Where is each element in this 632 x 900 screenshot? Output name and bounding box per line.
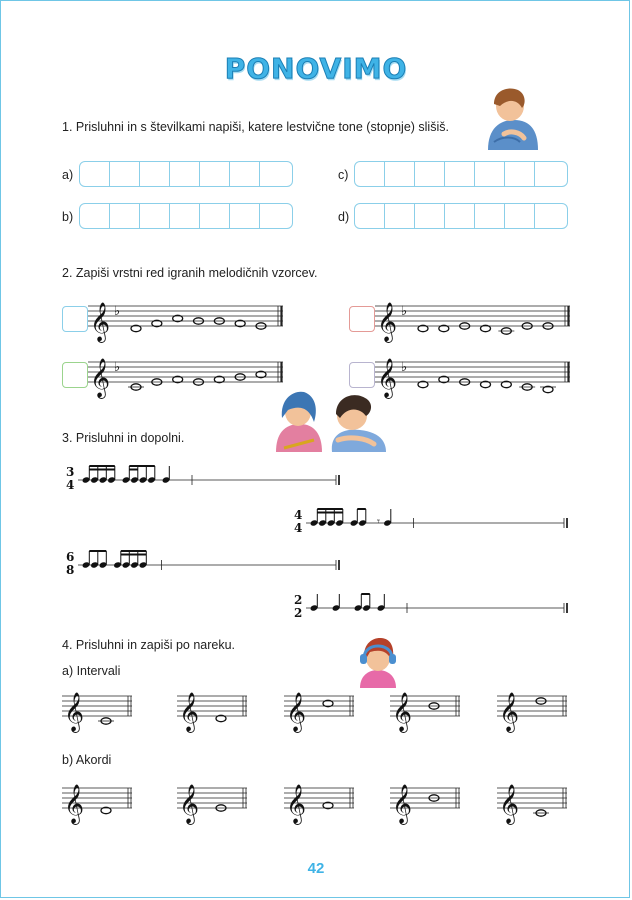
meter-denominator: 8 — [66, 563, 75, 577]
treble-clef-icon: 𝄞 — [499, 692, 520, 732]
answer-cell[interactable] — [445, 162, 475, 186]
chords-label: b) Akordi — [62, 753, 112, 767]
answer-cell[interactable] — [260, 162, 290, 186]
treble-clef-icon: 𝄞 — [179, 692, 200, 732]
answer-cell[interactable] — [505, 162, 535, 186]
answer-cell[interactable] — [170, 204, 200, 228]
chord-staff-2 — [177, 778, 247, 824]
treble-clef-icon: 𝄞 — [392, 784, 413, 824]
meter-numerator: 4 — [294, 508, 303, 522]
chord-staff-1 — [62, 778, 132, 824]
interval-staff-2 — [177, 686, 247, 732]
chord-staff-4 — [390, 778, 460, 824]
page-title: PONOVIMO — [224, 52, 408, 85]
treble-clef-icon: 𝄞 — [377, 358, 398, 398]
answer-cell[interactable] — [200, 162, 230, 186]
meter-numerator: 2 — [294, 593, 303, 607]
melodic-pattern-staff-1 — [88, 296, 283, 342]
task-4-instruction: 4. Prisluhni in zapiši po nareku. — [62, 638, 236, 652]
answer-cell[interactable] — [200, 204, 230, 228]
flat-icon: ♭ — [114, 304, 121, 319]
answer-row-a[interactable] — [79, 161, 293, 187]
answer-cell[interactable] — [110, 204, 140, 228]
task-3-instruction: 3. Prisluhni in dopolni. — [62, 431, 185, 445]
answer-row-c[interactable] — [354, 161, 568, 187]
flat-icon: ♭ — [401, 304, 408, 319]
chord-staff-3 — [284, 778, 354, 824]
meter-denominator: 4 — [294, 521, 303, 535]
answer-cell[interactable] — [110, 162, 140, 186]
answer-cell[interactable] — [355, 204, 385, 228]
children-illustration — [274, 390, 386, 452]
answer-cell[interactable] — [385, 162, 415, 186]
girl-headphones-illustration — [356, 636, 400, 688]
answer-cell[interactable] — [355, 162, 385, 186]
treble-clef-icon: 𝄞 — [392, 692, 413, 732]
row-b-label: b) — [62, 210, 74, 224]
answer-cell[interactable] — [80, 204, 110, 228]
answer-cell[interactable] — [535, 204, 565, 228]
answer-cell[interactable] — [445, 204, 475, 228]
answer-cell[interactable] — [260, 204, 290, 228]
intervals-label: a) Intervali — [62, 664, 121, 678]
pattern-answer-box-3[interactable] — [62, 362, 88, 388]
treble-clef-icon: 𝄞 — [377, 302, 398, 342]
melodic-pattern-staff-4 — [375, 352, 570, 398]
chord-staff-5 — [497, 778, 567, 824]
interval-staff-4 — [390, 686, 460, 732]
interval-staff-1 — [62, 686, 132, 732]
interval-staff-5 — [497, 686, 567, 732]
treble-clef-icon: 𝄞 — [286, 692, 307, 732]
meter-numerator: 6 — [66, 550, 75, 564]
answer-cell[interactable] — [170, 162, 200, 186]
melodic-pattern-staff-2 — [375, 296, 570, 342]
treble-clef-icon: 𝄞 — [64, 692, 85, 732]
answer-cell[interactable] — [415, 162, 445, 186]
rhythm-line-2 — [290, 505, 570, 535]
melodic-pattern-staff-3 — [88, 352, 283, 398]
treble-clef-icon: 𝄞 — [90, 302, 111, 342]
answer-cell[interactable] — [80, 162, 110, 186]
answer-row-d[interactable] — [354, 203, 568, 229]
answer-cell[interactable] — [230, 204, 260, 228]
row-a-label: a) — [62, 168, 74, 182]
answer-cell[interactable] — [140, 162, 170, 186]
flat-icon: ♭ — [114, 360, 121, 375]
treble-clef-icon: 𝄞 — [499, 784, 520, 824]
treble-clef-icon: 𝄞 — [64, 784, 85, 824]
answer-row-b[interactable] — [79, 203, 293, 229]
answer-cell[interactable] — [475, 204, 505, 228]
interval-staff-3 — [284, 686, 354, 732]
eighth-rest-icon: 𝄾 — [377, 515, 380, 528]
pattern-answer-box-2[interactable] — [349, 306, 375, 332]
answer-cell[interactable] — [475, 162, 505, 186]
answer-cell[interactable] — [140, 204, 170, 228]
rhythm-line-4 — [290, 590, 570, 620]
meter-denominator: 4 — [66, 478, 75, 492]
answer-cell[interactable] — [535, 162, 565, 186]
answer-cell[interactable] — [385, 204, 415, 228]
row-c-label: c) — [338, 168, 349, 182]
answer-cell[interactable] — [230, 162, 260, 186]
boy-illustration — [480, 84, 540, 150]
task-2-instruction: 2. Zapiši vrstni red igranih melodičnih vzorcev. — [62, 266, 318, 280]
treble-clef-icon: 𝄞 — [179, 784, 200, 824]
meter-denominator: 2 — [294, 606, 303, 620]
meter-numerator: 3 — [66, 465, 75, 479]
page-number: 42 — [307, 860, 325, 877]
answer-cell[interactable] — [415, 204, 445, 228]
treble-clef-icon: 𝄞 — [286, 784, 307, 824]
task-1-instruction: 1. Prisluhni in s številkami napiši, katere lestvične tone (stopnje) slišiš. — [62, 120, 449, 134]
rhythm-line-3 — [62, 547, 342, 577]
pattern-answer-box-4[interactable] — [349, 362, 375, 388]
pattern-answer-box-1[interactable] — [62, 306, 88, 332]
answer-cell[interactable] — [505, 204, 535, 228]
flat-icon: ♭ — [401, 360, 408, 375]
rhythm-line-1 — [62, 462, 342, 492]
row-d-label: d) — [338, 210, 350, 224]
treble-clef-icon: 𝄞 — [90, 358, 111, 398]
